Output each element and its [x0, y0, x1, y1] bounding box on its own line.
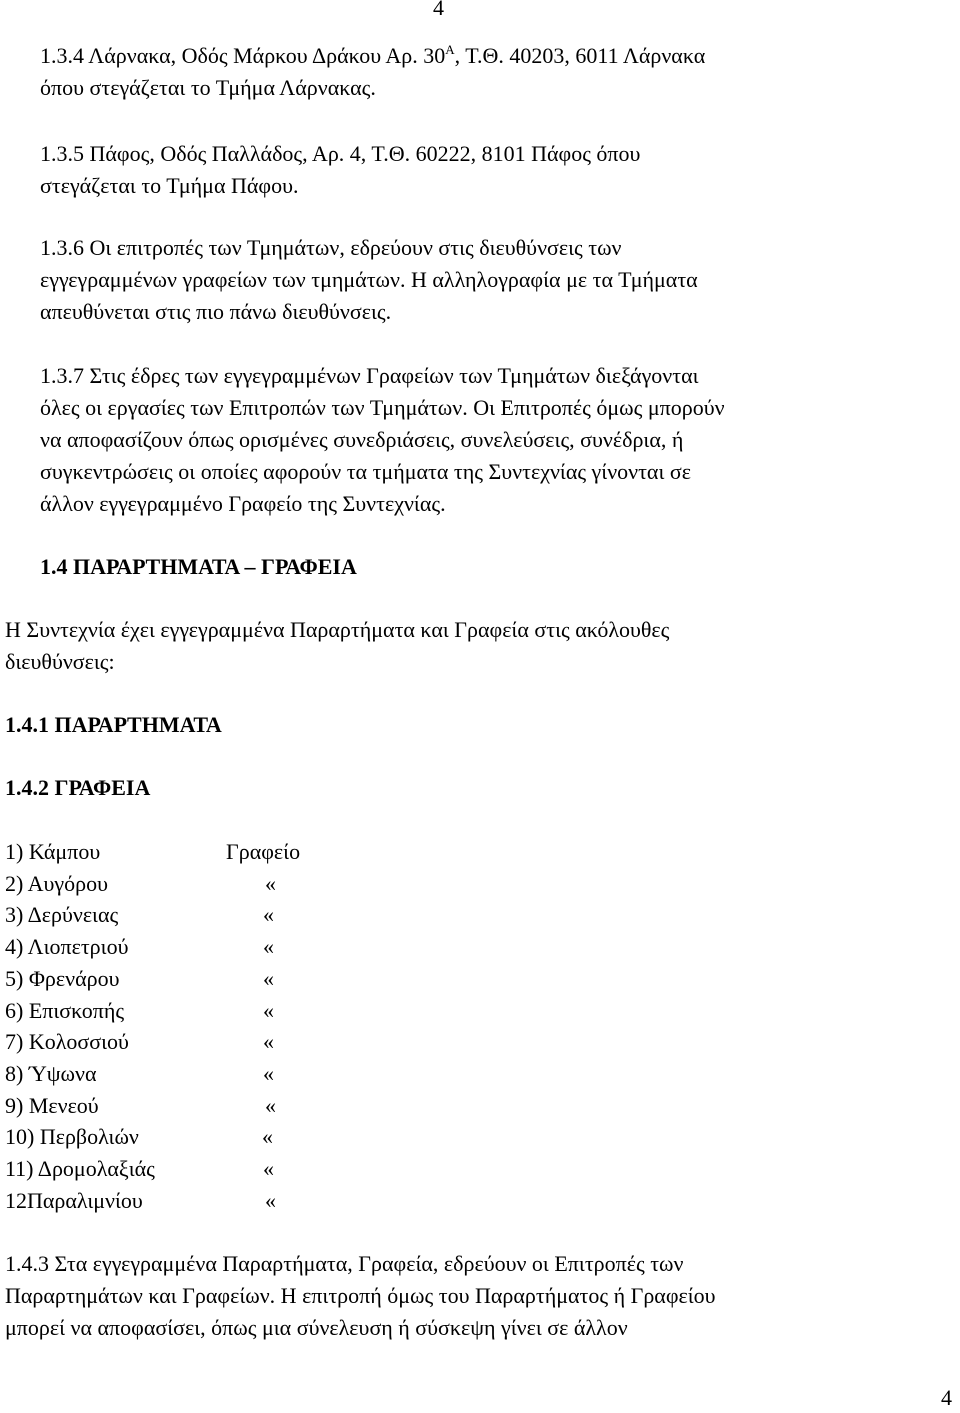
- office-type-mark: «: [262, 1124, 273, 1150]
- paragraph-line: διευθύνσεις:: [5, 649, 115, 674]
- superscript: Α: [445, 42, 455, 57]
- paragraph-line: 1.3.6 Οι επιτροπές των Τμημάτων, εδρεύουν στις διευθύνσεις των: [40, 235, 622, 260]
- text: 1.3.4 Λάρνακα, Οδός Μάρκου Δράκου Αρ. 30: [40, 43, 446, 68]
- paragraph-line: Η Συντεχνία έχει εγγεγραμμένα Παραρτήματα και Γραφεία στις ακόλουθες: [5, 617, 670, 642]
- office-name: 9) Μενεού: [5, 1092, 99, 1118]
- office-name: 3) Δερύνειας: [5, 902, 119, 928]
- office-type-mark: «: [263, 997, 274, 1023]
- office-name: 1) Κάμπου: [5, 839, 101, 864]
- page-number-top: 4: [433, 0, 444, 20]
- paragraph-line: εγγεγραμμένων γραφείων των τμημάτων. Η αλληλογραφία με τα Τμήματα: [40, 267, 698, 292]
- office-type-mark: «: [263, 1060, 274, 1086]
- office-name: 7) Κολοσσιού: [5, 1029, 129, 1055]
- paragraph-line: άλλον εγγεγραμμένο Γραφείο της Συντεχνίας.: [40, 491, 446, 516]
- paragraph-line: όλες οι εργασίες των Επιτροπών των Τμημάτων. Οι Επιτροπές όμως μπορούν: [40, 395, 725, 420]
- office-type-mark: «: [263, 934, 274, 960]
- office-type-mark: «: [263, 1029, 274, 1055]
- page-number-bottom: 4: [941, 1385, 952, 1410]
- paragraph-line: 1.3.5 Πάφος, Οδός Παλλάδος, Αρ. 4, Τ.Θ. 60222, 8101 Πάφος όπου: [40, 141, 641, 166]
- paragraph-line: μπορεί να αποφασίσει, όπως μια σύνελευση ή σύσκεψη γίνει σε άλλον: [5, 1315, 628, 1340]
- paragraph-line: όπου στεγάζεται το Τμήμα Λάρνακας.: [40, 75, 376, 100]
- office-name: 12Παραλιμνίου: [5, 1187, 143, 1213]
- office-type-mark: «: [263, 965, 274, 991]
- section-heading-1-4-1: 1.4.1 ΠΑΡΑΡΤΗΜΑΤΑ: [5, 712, 222, 737]
- paragraph-line: απευθύνεται στις πιο πάνω διευθύνσεις.: [40, 299, 392, 324]
- paragraph-line: [40, 40, 705, 71]
- office-name: 5) Φρενάρου: [5, 965, 120, 991]
- text: , Τ.Θ. 40203, 6011 Λάρνακα: [454, 43, 706, 68]
- office-type-mark: «: [263, 1156, 274, 1181]
- paragraph-line: συγκεντρώσεις οι οποίες αφορούν τα τμήματα της Συντεχνίας γίνονται σε: [40, 459, 691, 484]
- office-name: 8) Ύψωνα: [5, 1060, 97, 1086]
- paragraph-line: Παραρτημάτων και Γραφείων. Η επιτροπή όμως του Παραρτήματος ή Γραφείου: [5, 1283, 716, 1308]
- office-type-mark: «: [263, 902, 274, 928]
- section-heading-1-4-2: 1.4.2 ΓΡΑΦΕΙΑ: [5, 775, 151, 800]
- office-type-mark: «: [265, 870, 276, 896]
- office-name: 10) Περβολιών: [5, 1124, 139, 1150]
- paragraph-line: στεγάζεται το Τμήμα Πάφου.: [40, 173, 299, 198]
- office-name: 4) Λιοπετριού: [5, 934, 129, 960]
- paragraph-line: 1.4.3 Στα εγγεγραμμένα Παραρτήματα, Γραφεία, εδρεύουν οι Επιτροπές των: [5, 1251, 684, 1276]
- office-type-mark: «: [265, 1187, 276, 1213]
- office-name: 2) Αυγόρου: [5, 870, 108, 896]
- office-type-mark: Γραφείο: [226, 839, 301, 864]
- paragraph-line: 1.3.7 Στις έδρες των εγγεγραμμένων Γραφείων των Τμημάτων διεξάγονται: [40, 363, 699, 388]
- office-name: 6) Επισκοπής: [5, 997, 125, 1023]
- paragraph-line: να αποφασίζουν όπως ορισμένες συνεδριάσεις, συνελεύσεις, συνέδρια, ή: [40, 427, 684, 452]
- section-heading: 1.4 ΠΑΡΑΡΤΗΜΑΤΑ – ΓΡΑΦΕΙΑ: [40, 554, 357, 579]
- office-name: 11) Δρομολαξιάς: [5, 1156, 155, 1181]
- office-type-mark: «: [265, 1092, 276, 1118]
